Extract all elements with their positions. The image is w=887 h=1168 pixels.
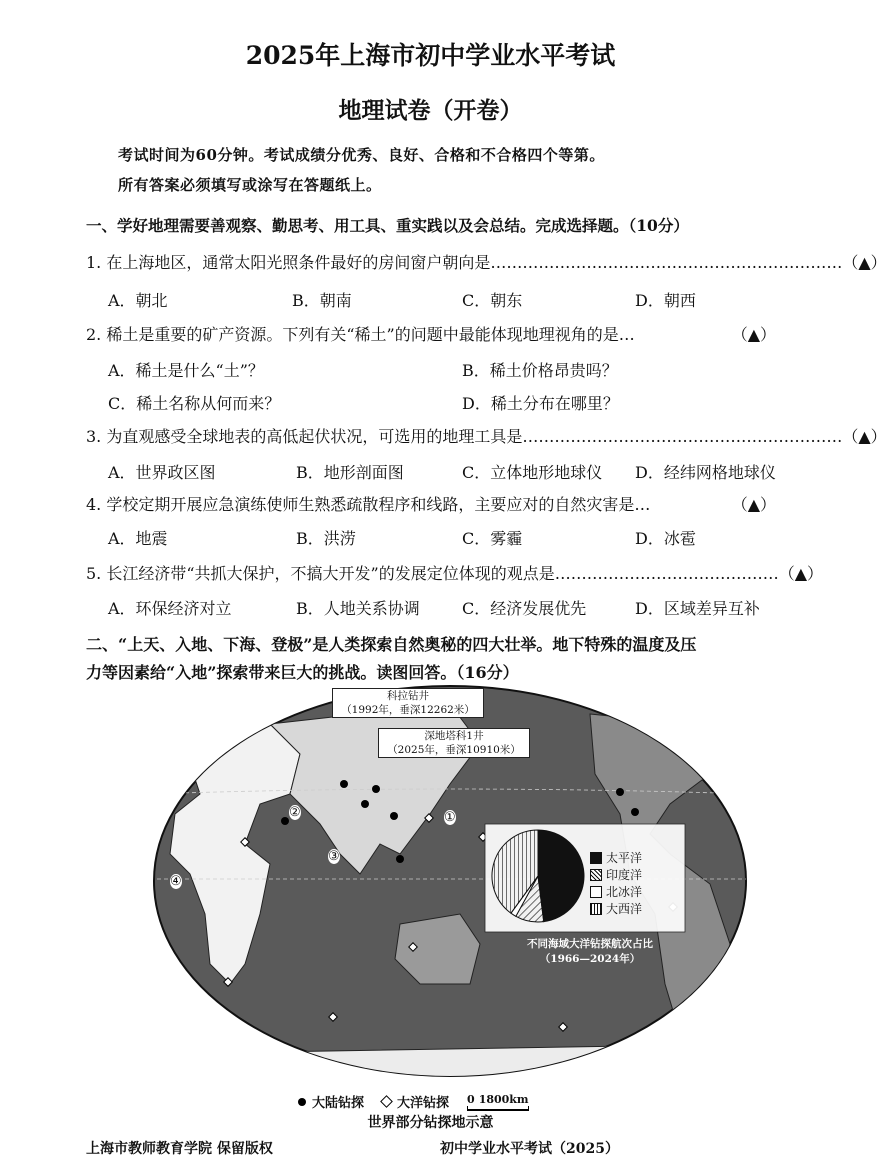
legend-arctic: [590, 883, 642, 900]
footer-left: 上海市教师教育学院 保留版权: [86, 1141, 273, 1157]
q5-option-c: C．经济发展优先: [462, 599, 587, 618]
scale-line: [467, 1106, 529, 1111]
exam-subtitle: 地理试卷（开卷）: [338, 97, 523, 124]
answer-mark: （▲）: [731, 495, 776, 514]
pie-legend: [590, 849, 642, 917]
section2-heading-line2: 力等因素给“入地”探索带来巨大的挑战。读图回答。（16分）: [86, 663, 519, 682]
question-4-stem: 4. 学校定期开展应急演练使师生熟悉疏散程序和线路，主要应对的自然灾害是: [86, 495, 635, 514]
legend-atlantic: [590, 900, 642, 917]
q4-option-d: D．冰雹: [635, 529, 696, 548]
marker-number-1: ①: [444, 810, 456, 825]
question-2: [86, 322, 776, 345]
q5-option-a: A．环保经济对立: [108, 599, 232, 618]
pie-caption: [495, 936, 685, 966]
legend-land-drill: [298, 1092, 364, 1111]
answer-mark: （▲）: [842, 253, 887, 272]
land-drill-marker: [340, 780, 348, 788]
land-drill-marker: [372, 785, 380, 793]
land-drill-marker: [616, 788, 624, 796]
legend-indian: [590, 866, 642, 883]
world-drilling-map: [150, 684, 750, 1089]
question-1-dots: …………………………………………………………: [490, 253, 843, 272]
q3-option-d: D．经纬网格地球仪: [635, 463, 776, 482]
exam-title: 2025年上海市初中学业水平考试: [245, 41, 616, 70]
q2-option-c: C．稀土名称从何而来？: [108, 394, 281, 413]
section1-heading: 一、学好地理需要善观察、勤思考、用工具、重实践以及会总结。完成选择题。（10分）: [86, 216, 689, 235]
tarim-well-label: [378, 728, 530, 758]
swatch-indian: [590, 869, 602, 881]
legend-indian-label: 印度洋: [606, 868, 643, 882]
tarim-well-name: 深地塔科1井: [424, 730, 484, 742]
swatch-arctic: [590, 886, 602, 898]
legend-arctic-label: 北冰洋: [606, 885, 643, 899]
question-5-stem: 5. 长江经济带“共抓大保护，不搞大开发”的发展定位体现的观点是: [86, 564, 555, 583]
scale-distance: 1800km: [478, 1092, 529, 1106]
q3-option-b: B．地形剖面图: [296, 463, 404, 482]
q2-option-a: A．稀土是什么“土”？: [108, 361, 264, 380]
q2-option-b: B．稀土价格昂贵吗？: [462, 361, 618, 380]
question-3-stem: 3. 为直观感受全球地表的高低起伏状况，可选用的地理工具是: [86, 427, 523, 446]
land-drill-marker: [390, 812, 398, 820]
question-1: [86, 250, 887, 273]
q3-option-a: A．世界政区图: [108, 463, 216, 482]
question-1-stem: 1. 在上海地区，通常太阳光照条件最好的房间窗户朝向是: [86, 253, 491, 272]
q4-option-c: C．雾霾: [462, 529, 523, 548]
scale-zero: 0: [467, 1092, 475, 1106]
land-drill-icon: [298, 1098, 306, 1106]
question-4-dots: …: [634, 495, 651, 514]
legend-pacific: [590, 849, 642, 866]
land-drill-marker: [281, 817, 289, 825]
question-2-dots: …: [618, 325, 635, 344]
marker-number-4: ④: [170, 874, 182, 889]
marker-number-3: ③: [328, 849, 340, 864]
q1-option-d: D．朝西: [635, 291, 696, 310]
answer-mark: （▲）: [778, 564, 824, 583]
q2-option-d: D．稀土分布在哪里？: [462, 394, 619, 413]
legend-ocean-label: 大洋钻探: [397, 1096, 450, 1111]
q3-option-c: C．立体地形地球仪: [462, 463, 603, 482]
swatch-atlantic: [590, 903, 602, 915]
kola-well-name: 科拉钻井: [387, 690, 429, 702]
q5-option-b: B．人地关系协调: [296, 599, 420, 618]
answer-mark: （▲）: [842, 427, 887, 446]
marker-number-2: ②: [289, 805, 301, 820]
land-drill-marker: [396, 855, 404, 863]
pie-caption-line2: （1966—2024年）: [539, 953, 641, 965]
swatch-pacific: [590, 852, 602, 864]
antarctica: [150, 1044, 750, 1089]
q5-option-d: D．区域差异互补: [635, 599, 760, 618]
pie-caption-line1: 不同海域大洋钻探航次占比: [527, 938, 653, 950]
map-legend: [298, 1092, 529, 1111]
legend-land-label: 大陆钻探: [312, 1096, 365, 1111]
q4-option-b: B．洪涝: [296, 529, 356, 548]
ocean-drilling-pie: [492, 830, 584, 922]
question-4: [86, 492, 776, 515]
map-caption: 世界部分钻探地示意: [367, 1115, 494, 1131]
question-3-dots: ……………………………………………………: [522, 427, 843, 446]
legend-pacific-label: 太平洋: [606, 851, 643, 865]
exam-note-1: 考试时间为60分钟。考试成绩分优秀、良好、合格和不合格四个等第。: [118, 146, 605, 164]
q1-option-a: A．朝北: [108, 291, 168, 310]
legend-ocean-drill: [382, 1092, 449, 1111]
question-3: [86, 424, 887, 447]
land-drill-marker: [361, 800, 369, 808]
kola-well-label: [332, 688, 484, 718]
q1-option-b: B．朝南: [292, 291, 352, 310]
footer-right: 初中学业水平考试（2025）: [440, 1141, 619, 1157]
question-2-stem: 2. 稀土是重要的矿产资源。下列有关“稀土”的问题中最能体现地理视角的是: [86, 325, 619, 344]
legend-atlantic-label: 大西洋: [606, 902, 643, 916]
tarim-well-depth: （2025年，垂深10910米）: [387, 744, 521, 756]
q1-option-c: C．朝东: [462, 291, 523, 310]
answer-mark: （▲）: [731, 325, 776, 344]
ocean-drill-icon: [380, 1095, 393, 1108]
question-5: [86, 561, 824, 584]
land-drill-marker: [631, 808, 639, 816]
question-5-dots: ……………………………………: [554, 564, 779, 583]
q4-option-a: A．地震: [108, 529, 168, 548]
exam-note-2: 所有答案必须填写或涂写在答题纸上。: [118, 176, 382, 194]
scale-bar: [467, 1093, 529, 1111]
kola-well-depth: （1992年，垂深12262米）: [341, 704, 475, 716]
section2-heading-line1: 二、“上天、入地、下海、登极”是人类探索自然奥秘的四大壮举。地下特殊的温度及压: [86, 635, 697, 654]
